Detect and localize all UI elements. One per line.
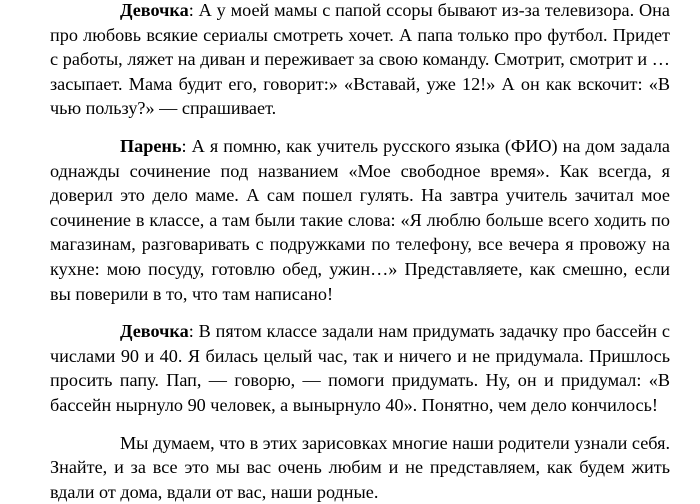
paragraph-text: : В пятом классе задали нам придумать задачку про бассейн с числами 90 и 40. Я билась целый час, так и ничего и не придумала. Пришлось просить папу. Пап, — говорю, — помоги придумать. Ну, он и придумал: «В бассейн нырнуло 90 человек, а вынырнуло 40». Понятно, чем дело кончилось! <box>50 321 670 415</box>
paragraph-text: Мы думаем, что в этих зарисовках многие наши родители узнали себя. Знайте, и за все это мы вас очень любим и не представляем, как будем жить вдали от дома, вдали от вас, наши родные. <box>50 433 670 502</box>
paragraph-boy-essay <box>50 134 670 306</box>
document-page <box>50 0 670 498</box>
paragraph-closing <box>50 431 670 504</box>
paragraph-text: : А я помню, как учитель русского языка (ФИО) на дом задала однажды сочинение под названием «Мое свободное время». Как всегда, я доверил это дело маме. А сам пошел гулять. На завтра учитель зачитал мое сочинение в классе, а там были такие слова: «Я люблю больше всего ходить по магазинам, разговаривать с подружками по телефону, все вечера я провожу на кухне: мою посуду, готовлю обед, ужин…» Представляете, как смешно, если вы поверили в то, что там написано! <box>50 136 670 304</box>
paragraph-text: : А у моей мамы с папой ссоры бывают из-за телевизора. Она про любовь всякие сериалы смотреть хочет. А папа только про футбол. Придет с работы, ляжет на диван и переживает за свою команду. Смотрит, смотрит и … засыпает. Мама будит его, говорит:» «Вставай, уже 12!» А он как вскочит: «В чью пользу?» — спрашивает. <box>50 0 670 118</box>
paragraph-girl-pool <box>50 319 670 417</box>
speaker-label: Девочка <box>120 0 189 20</box>
speaker-label: Девочка <box>120 321 189 341</box>
paragraph-girl-tv <box>50 0 670 121</box>
speaker-label: Парень <box>120 136 182 156</box>
